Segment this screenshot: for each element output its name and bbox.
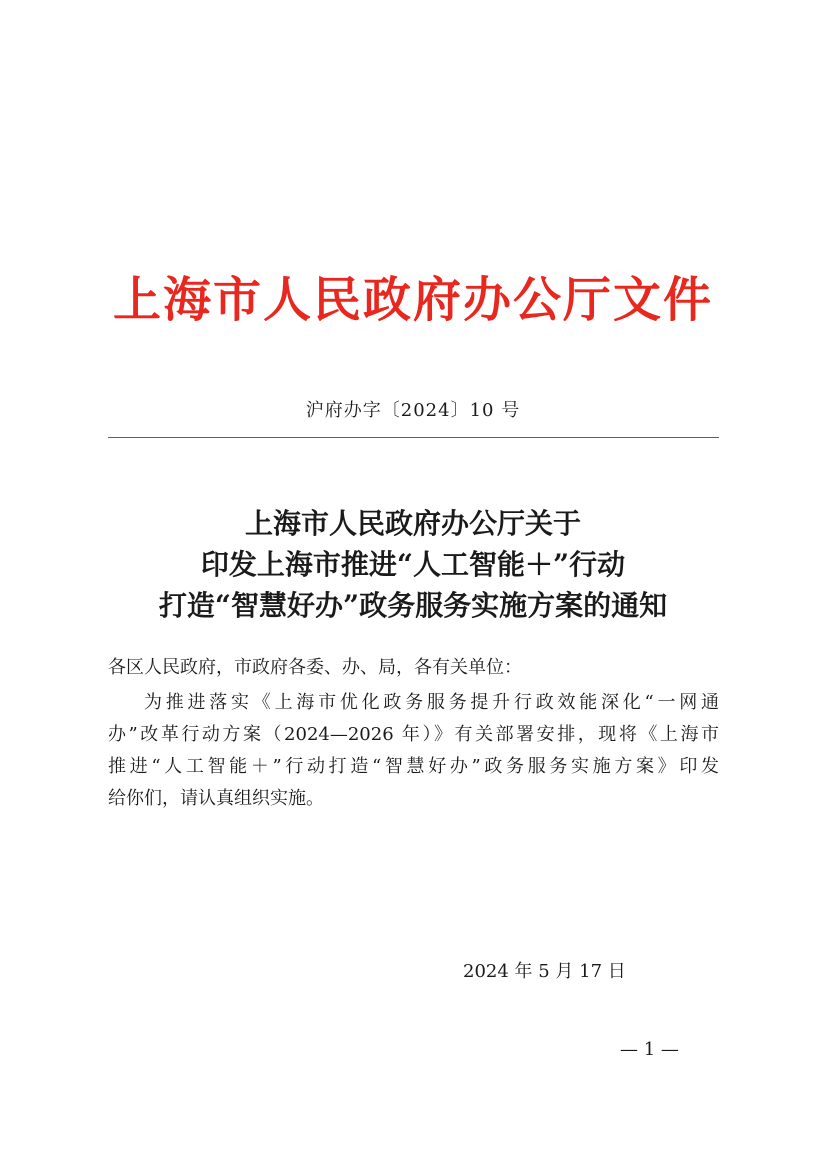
notice-title-line-2: 印发上海市推进“人工智能＋”行动	[200, 548, 626, 581]
salutation: 各区人民政府，市政府各委、办、局，各有关单位：	[108, 657, 522, 678]
body-paragraph	[108, 687, 719, 815]
body-line-4: 给你们，请认真组织实施。	[108, 788, 324, 809]
page-number: — 1 —	[620, 1039, 679, 1060]
red-divider-line	[108, 437, 719, 438]
document-masthead: 上海市人民政府办公厅文件	[112, 272, 713, 328]
issue-date: 2024 年 5 月 17 日	[463, 961, 626, 982]
body-line-2: 办”改革行动方案（2024—2026 年）》有关部署安排，现将《上海市	[108, 724, 719, 745]
document-number: 沪府办字〔2024〕10 号	[305, 400, 521, 421]
notice-title	[0, 503, 826, 626]
body-line-3: 推进“人工智能＋”行动打造“智慧好办”政务服务实施方案》印发	[108, 756, 719, 777]
notice-title-line-1: 上海市人民政府办公厅关于	[244, 507, 581, 540]
body-line-1: 为推进落实《上海市优化政务服务提升行政效能深化“一网通	[144, 692, 719, 713]
notice-title-line-3: 打造“智慧好办”政务服务实施方案的通知	[158, 589, 668, 622]
